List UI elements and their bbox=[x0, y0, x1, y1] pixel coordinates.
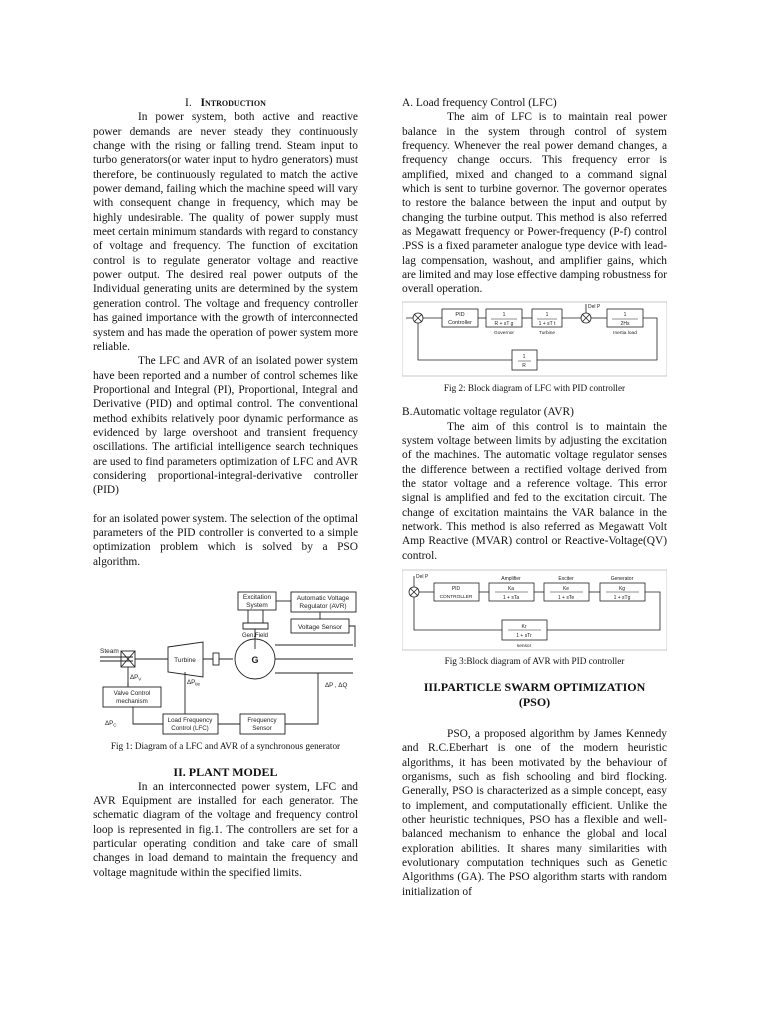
fig3-del-p-label: Del P bbox=[416, 573, 429, 580]
paragraph-spacer bbox=[402, 709, 667, 727]
fig2-inertia-numerator: 1 bbox=[623, 311, 627, 318]
introduction-paragraph-1: In power system, both active and reactive power demands are never steady they continuously change with the rising or falling trend. Steam input to turbo generators(or water input to hydro generators) must therefore, be continuously regulated to match the active power demand, failing which the machine speed will vary with consequent change in frequency, which may be highly undesirable. The quality of power supply must meet certain minimum standards with regard to constancy of voltage and frequency. The function of excitation control is to regulate generator voltage and reactive power output. The desired real power outputs of the Individual generating units are determined by the system generation control. The voltage and frequency controller has gained importance with the growth of interconnected system and has made the operation of power system more reliable. bbox=[93, 111, 358, 353]
fig1-dptie-label: $\Delta P_{tie}$ bbox=[187, 679, 201, 687]
fig3-sensor-denominator: 1 + sTr bbox=[516, 632, 532, 639]
pso-heading-line-2: (PSO) bbox=[518, 694, 551, 709]
fig1-freq-sensor-label-1: Frequency bbox=[247, 717, 277, 724]
fig2-turbine-numerator: 1 bbox=[545, 311, 549, 318]
pso-paragraph-1: PSO, a proposed algorithm by James Kennedy and R.C.Eberhart is one of the modern heuristic algorithms, it has been motivated by the behaviour of organisms, such as fish schooling and bird flocking. Generally, PSO is characterized as a simple concept, easy to implement, and computationally efficient. Unlike the other heuristic techniques, PSO has a flexible and well-balanced mechanism to enhance the global and local exploration abilities. It shares many similarities with evolutionary computation techniques such as Genetic Algorithms (GA). The PSO algorithm starts with random initialization of bbox=[402, 727, 667, 898]
paragraph-spacer bbox=[93, 498, 358, 512]
fig1-excitation-label-1: Excitation bbox=[242, 594, 272, 601]
figure-3-caption: Fig 3:Block diagram of AVR with PID controller bbox=[444, 655, 625, 666]
fig1-freq-sensor-label-2: Sensor bbox=[252, 725, 272, 732]
fig1-excitation-label-2: System bbox=[246, 602, 268, 609]
fig3-generator-denominator: 1 + sTg bbox=[613, 594, 631, 601]
right-column bbox=[402, 96, 667, 899]
fig3-sensor-label: sensor bbox=[516, 643, 532, 649]
avr-paragraph-1: The aim of this control is to maintain the system voltage between limits by adjusting the excitation of the machines. The automatic voltage regulator senses the difference between a rectified voltage derived from the stator voltage and a reference voltage. This error signal is amplified and fed to the excitation circuit. The change of excitation maintains the VAR balance in the network. This method is also referred as Megawatt Volt Amp Reactive (MVAR) control or Reactive-Voltage(QV) control. bbox=[402, 420, 667, 562]
fig1-generator-label: G bbox=[251, 655, 259, 665]
figure-3-avr-block-diagram bbox=[402, 568, 667, 652]
fig2-turbine-denominator: 1 + sT t bbox=[538, 320, 556, 327]
fig1-lfc-label-2: Control (LFC) bbox=[171, 725, 209, 732]
fig3-exciter-label: Exciter bbox=[558, 575, 574, 582]
fig1-lfc-label-1: Load Frequency bbox=[167, 717, 213, 724]
fig2-governor-numerator: 1 bbox=[502, 311, 506, 318]
fig1-dpc-label: $\Delta P_C$ bbox=[105, 720, 117, 728]
fig1-gen-field-label: Gen.Field bbox=[241, 633, 269, 639]
fig2-inertia-label: Inertia load bbox=[613, 330, 637, 336]
fig2-feedback-denominator: R bbox=[522, 362, 526, 369]
fig2-turbine-label: Turbine bbox=[538, 330, 556, 336]
introduction-heading-text: Introduction bbox=[200, 96, 266, 109]
fig3-pid-label: PID bbox=[451, 585, 461, 592]
fig1-avr-label-1: Automatic Voltage bbox=[296, 595, 350, 602]
left-column bbox=[93, 96, 358, 880]
plant-model-heading: II. PLANT MODEL bbox=[173, 765, 278, 780]
introduction-paragraph-2: The LFC and AVR of an isolated power system have been reported and a number of control schemes like Proportional and Integral (PI), Proportional, Integral and Derivative (PID) and optimal control. The conventional method exhibits relatively poor dynamic performance as evidenced by large overshoot and transient frequency oscillations. The artificial intelligence search techniques are used to find parameters optimization of LFC and AVR considering proportional-integral-derivative controller (PID) bbox=[93, 355, 358, 497]
fig3-amplifier-numerator: Ka bbox=[507, 585, 515, 592]
figure-1-lfc-avr-diagram bbox=[93, 587, 358, 737]
fig3-amplifier-label: Amplifier bbox=[501, 575, 521, 582]
fig2-inertia-denominator: 2Hs bbox=[620, 320, 630, 327]
fig1-valve-label-2: mechanism bbox=[116, 698, 148, 705]
plant-model-paragraph-1: In an interconnected power system, LFC and AVR Equipment are installed for each generator. The schematic diagram of the voltage and frequency control loop is represented in fig.1. The controllers are set for a particular operating condition and take care of small changes in load demand to maintain the frequency and voltage magnitude within the specified limits. bbox=[93, 780, 358, 879]
fig3-exciter-numerator: Ke bbox=[562, 585, 570, 592]
figure-1-caption: Fig 1: Diagram of a LFC and AVR of a synchronous generator bbox=[110, 741, 341, 751]
fig1-pq-label: ΔP , ΔQ bbox=[325, 682, 348, 689]
fig1-turbine-label: Turbine bbox=[174, 657, 196, 664]
lfc-subheading: A. Load frequency Control (LFC) bbox=[402, 97, 557, 109]
introduction-paragraph-3: for an isolated power system. The selection of the optimal parameters of the PID controller is converted to a simple optimization problem which is solved by a PSO algorithm. bbox=[93, 512, 358, 568]
fig2-del-p-label: Del P bbox=[588, 303, 601, 310]
fig2-pid-label-1: PID bbox=[455, 311, 465, 318]
fig3-sensor-numerator: Kr bbox=[521, 623, 527, 630]
avr-subheading: B.Automatic voltage regulator (AVR) bbox=[402, 406, 574, 419]
fig2-pid-label-2: Controller bbox=[448, 319, 472, 326]
fig1-avr-label-2: Regulator (AVR) bbox=[299, 603, 347, 610]
figure-2-caption: Fig 2: Block diagram of LFC with PID controller bbox=[443, 382, 626, 393]
fig2-governor-label: Governor bbox=[494, 330, 514, 336]
introduction-heading bbox=[93, 96, 358, 110]
fig3-amplifier-denominator: 1 + sTa bbox=[502, 594, 520, 601]
fig3-controller-label: CONTROLLER bbox=[439, 594, 473, 600]
figure-2-lfc-block-diagram bbox=[402, 300, 667, 378]
pso-heading-line-1: III.PARTICLE SWARM OPTIMIZATION bbox=[423, 680, 646, 695]
introduction-heading-number: I. bbox=[185, 96, 192, 109]
fig1-valve-label-1: Valve Control bbox=[113, 690, 151, 697]
fig3-generator-numerator: Kg bbox=[618, 585, 626, 592]
fig3-generator-label: Generator bbox=[610, 575, 634, 582]
fig1-dpv-label: $\Delta P_V$ bbox=[130, 674, 142, 682]
fig2-governor-denominator: R + sT g bbox=[494, 320, 514, 327]
fig1-voltage-sensor-label: Voltage Sensor bbox=[297, 624, 343, 631]
lfc-paragraph-1: The aim of LFC is to maintain real power balance in the system through control of system frequency. Whenever the real power demand changes, a frequency change occurs. This frequency error is amplified, mixed and changed to a command signal which is sent to turbine governor. The governor operates to restore the balance between the input and output by changing the turbine output. This method is also referred as Megawatt frequency or Power-frequency (P-f) control .PSS is a fixed parameter analogue type device with lead-lag compensation, washout, and amplifier gains, which are limited and may lose effective damping robustness for overall operation. bbox=[402, 111, 667, 296]
fig3-exciter-denominator: 1 + sTe bbox=[557, 594, 575, 601]
fig1-steam-label: Steam bbox=[100, 648, 119, 655]
fig2-feedback-numerator: 1 bbox=[522, 353, 526, 360]
